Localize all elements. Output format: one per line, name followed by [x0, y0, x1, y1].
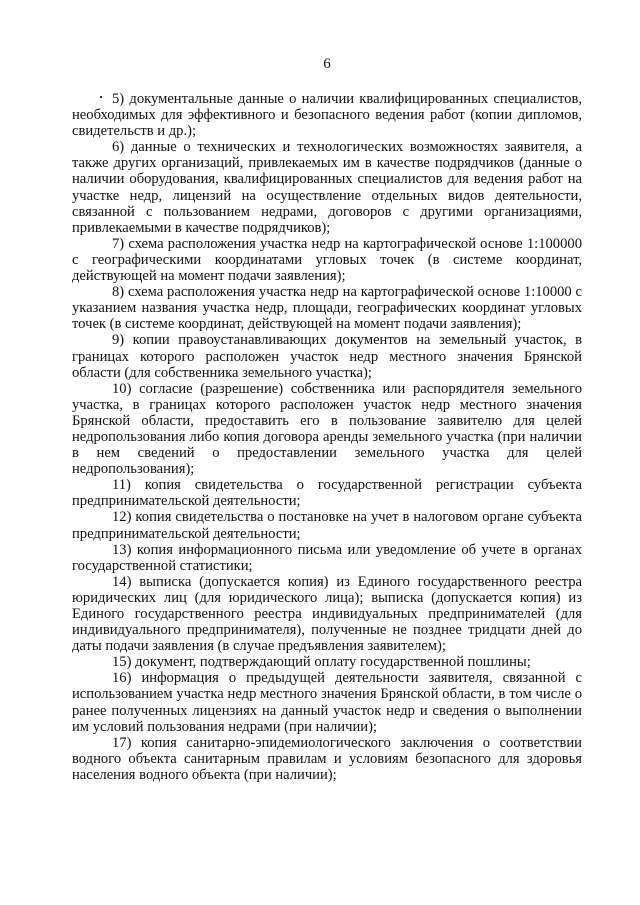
list-item-13: 13) копия информационного письма или уведомление об учете в органах государственной статистики; [72, 541, 582, 574]
list-item-5: 5) документальные данные о наличии квалифицированных специалистов, необходимых для эффективного и безопасного ведения работ (копии дипломов, свидетельств и др.); [72, 91, 582, 140]
list-item-15: 15) документ, подтверждающий оплату государственной пошлины; [112, 654, 531, 671]
list-item-10: 10) согласие (разрешение) собственника или распорядителя земельного участка, в границах которого расположен участок недр местного значения Брянской области, предоставить его в пользование заявителю для целей недропользования либо копия договора аренды земельного участка (при наличии в нем сведений о предоставлении земельного участка для целей недропользования); [72, 380, 582, 478]
list-item-12: 12) копия свидетельства о постановке на учет в налоговом органе субъекта предпринимательской деятельности; [72, 509, 582, 542]
scan-speck [100, 96, 102, 98]
page-number: 6 [323, 56, 331, 72]
list-item-11: 11) копия свидетельства о государственной регистрации субъекта предпринимательской деятельности; [72, 477, 582, 510]
list-item-7: 7) схема расположения участка недр на картографической основе 1:100000 с географическими координатами угловых точек (в системе координат, действующей на момент подачи заявления); [72, 235, 582, 285]
list-item-17: 17) копия санитарно-эпидемиологического заключения о соответствии водного объекта санитарным правилам и условиям безопасного для здоровья населения водного объекта (при наличии); [72, 734, 582, 783]
list-item-14: 14) выписка (допускается копия) из Единого государственного реестра юридических лиц (для юридического лица); выписка (допускается копия) из Единого государственного реестра индивидуальных предпринимателей (для индивидуального предпринимателя), полученные не позднее тридцати дней до даты подачи заявления (в случае предъявления заявителем); [72, 573, 582, 655]
list-item-16: 16) информация о предыдущей деятельности заявителя, связанной с использованием участка недр местного значения Брянской области, в том числе о ранее полученных лицензиях на данный участок недр и сведения о выполнении им условий пользования недрами (при наличии); [72, 670, 582, 735]
list-item-8: 8) схема расположения участка недр на картографической основе 1:10000 с указанием названия участка недр, площади, географических координат угловых точек (в системе координат, действующей на момент подачи заявления); [72, 284, 582, 333]
list-item-9: 9) копии правоустанавливающих документов на земельный участок, в границах которого расположен участок недр местного значения Брянской области (для собственника земельного участка); [72, 332, 582, 381]
list-item-6: 6) данные о технических и технологических возможностях заявителя, а также других организаций, привлекаемых им в качестве подрядчиков (данные о наличии оборудования, квалифицированных специалистов для ведения работ на участке недр, лицензий на осуществление отдельных видов деятельности, связанной с пользованием недрами, договоров с другими организациями, привлекаемыми в качестве подрядчиков); [72, 139, 582, 236]
